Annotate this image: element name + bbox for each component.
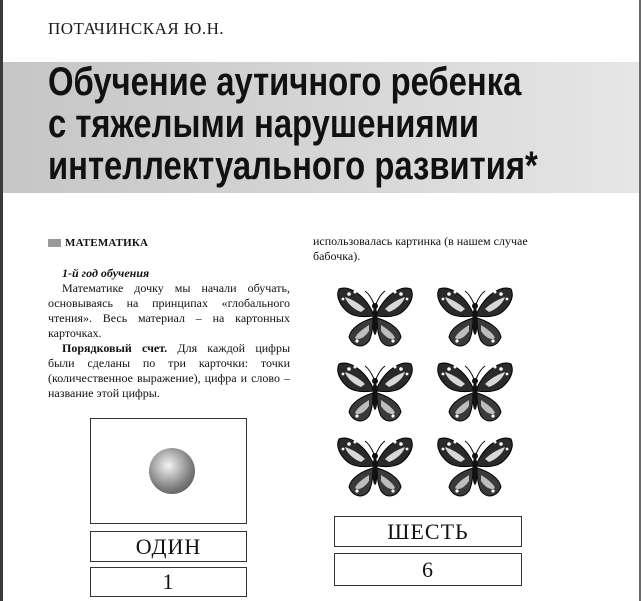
paragraph-intro: Математике дочку мы начали обучать, основываясь на принципах «глобального чтения». Весь материал – на картонных карточках. xyxy=(48,281,290,340)
right-column-text: использовалась картинка (в нашем случае бабочка). xyxy=(313,234,528,263)
section-heading xyxy=(48,237,148,249)
author-name: ПОТАЧИНСКАЯ Ю.Н. xyxy=(48,19,225,38)
dot-card xyxy=(90,418,247,524)
number-card-one-text: 1 xyxy=(162,569,175,594)
year-heading: 1-й год обучения xyxy=(62,266,150,280)
butterfly-icon xyxy=(435,433,515,503)
word-card-one-text: ОДИН xyxy=(135,533,202,559)
title-line-1: Обучение аутичного ребенка xyxy=(48,60,522,104)
butterfly-picture-card xyxy=(330,280,530,505)
butterfly-icon xyxy=(335,358,415,428)
word-card-six-text: ШЕСТЬ xyxy=(387,518,469,544)
number-card-one xyxy=(90,567,247,597)
title-line-3: интеллектуального развития* xyxy=(48,144,538,188)
number-card-six-text: 6 xyxy=(422,556,434,582)
butterfly-icon xyxy=(335,283,415,353)
word-card-one xyxy=(90,531,247,562)
paragraph-ordinal-body: Для каждой цифры были сделаны по три карточки: точки (количественное выражение), цифра и слово – название этой цифры. xyxy=(48,341,290,400)
dot-ball-icon xyxy=(149,448,195,494)
paragraph-ordinal-count xyxy=(48,341,290,401)
butterfly-icon xyxy=(435,283,515,353)
article-title xyxy=(48,60,538,188)
word-card-six xyxy=(334,516,522,547)
title-line-2: с тяжелыми нарушениями xyxy=(48,102,480,146)
section-heading-text: МАТЕМАТИКА xyxy=(65,237,149,249)
left-column xyxy=(48,266,290,401)
paragraph-ordinal-lead: Порядковый счет. xyxy=(62,341,168,355)
section-marker-icon xyxy=(48,239,61,247)
butterfly-icon xyxy=(435,358,515,428)
butterfly-icon xyxy=(335,433,415,503)
number-card-six xyxy=(334,553,522,586)
